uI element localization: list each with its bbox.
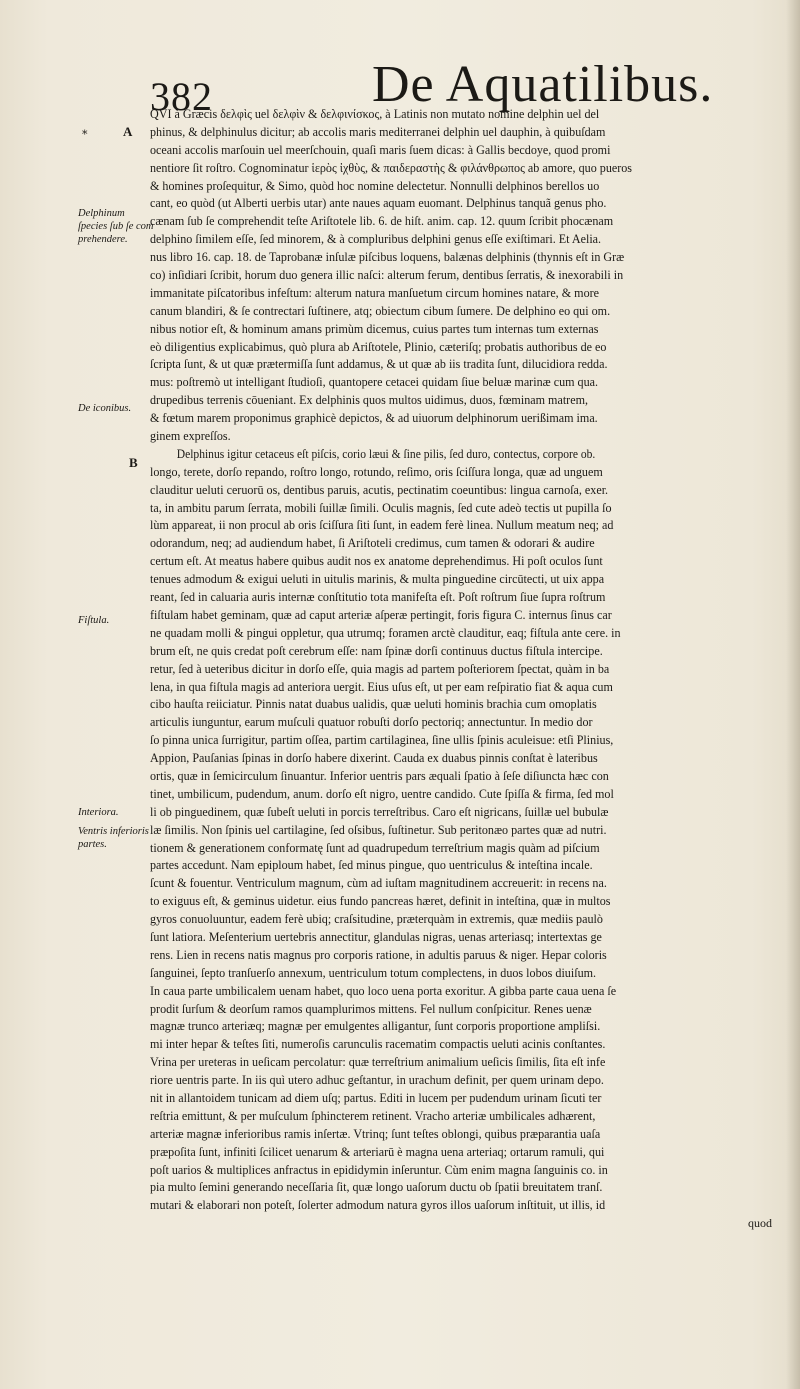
text-line: mi inter hepar & teſtes ſiti, numeroſis carunculis racematim compactis ueluti acinis conſtantes. — [150, 1037, 606, 1052]
text-line: QVI à Græcis δελφὶς uel δελφὶν & δελφινίσκος, à Latinis non mutato nomine delphin uel del — [150, 107, 600, 121]
text-line: lena, in qua fiſtula magis ad anteriora uergit. Eius uſus eſt, ut per eam reſpiratio fiat & aqua cum — [150, 679, 613, 694]
text-line: nit in allantoidem tunicam ad diem uſq; partus. Editi in lucem per pudendum urinam ſicuti ter — [150, 1090, 602, 1105]
text-line: reſtria emittunt, & per muſculum ſphincterem retinent. Vracho arteriæ umbilicales adhærent, — [150, 1108, 596, 1123]
text-line: li ob pinguedinem, quæ ſubeſt ueluti in porcis terreſtribus. Caro eſt nigricans, ſuillæ uel bubulæ — [150, 804, 609, 819]
page-edge-shadow — [786, 0, 800, 1389]
text-line: delphino ſimilem eſſe, ſed minorem, & à compluribus delphini genus eſſe exiſtimari. Et Aelia. — [150, 232, 602, 247]
margin-note-delphinum: Delphinum ſpecies ſub ſe com prehendere. — [78, 208, 154, 246]
text-line: In caua parte umbilicalem uenam habet, quo loco uena porta exoritur. A gibba parte caua uena ſe — [150, 983, 617, 998]
text-line: Delphinus igitur cetaceus eſt piſcis, corio læui & ſine pilis, ſed duro, contectus, corpore ob. — [176, 446, 596, 461]
text-line: ginem expreſſos. — [150, 429, 231, 444]
text-line: pia multo ſemini generando neceſſaria ſit, quæ longo uaſorum ductu ob ſpatii breuitatem tranſ. — [150, 1180, 603, 1195]
text-line: ſo pinna unica ſurrigitur, partim oſſea, partim cartilaginea, ſine ullis ſpinis aculeisue: etſi Plinius, — [150, 733, 614, 748]
text-line: to exiguus eſt, & geminus uidetur. eius fundo pancreas hæret, definit in inteſtina, quæ in multos — [150, 894, 611, 909]
text-line: brum eſt, ne quis credat poſt cerebrum eſſe: nam ſpinæ dorſi continuus ductus fiſtula intercipe. — [150, 643, 603, 658]
text-line: immanitate piſcatoribus infeſtum: alterum natura manſuetum circum homines natare, & more — [150, 285, 600, 300]
text-line: rens. Lien in recens natis magnus pro corporis ratione, in adultis paruus & niger. Hepar coloris — [150, 947, 607, 962]
text-line: præpoſita ſunt, infiniti ſcilicet uenarum & arteriarū è magna uena arteriaq; ortarum ramuli, qui — [150, 1144, 605, 1159]
running-title: De Aquatilibus. — [372, 56, 714, 113]
text-line: ortis, quæ in ſemicirculum ſinuantur. Inferior uentris pars æquali ſpatio à ſeſe diſiuncta hæc con — [150, 768, 609, 783]
text-line: certum eſt. At meatus habere quibus audit nos ex anatome deprehendimus. Hi poſt oculos ſunt — [150, 554, 603, 569]
text-line: & fœtum marem proponimus graphicè depictos, & ad uiuorum delphinorum uerißimam ima. — [150, 411, 598, 426]
text-line: mus: poſtremò ut intelligant ſtudioſi, quantopere cetacei quidam ſiue beluæ marinæ cum qua. — [150, 375, 599, 390]
text-line: magnæ trunco arteriæq; magnæ per emulgentes alligantur, ſunt corporis proportione ampliſsi. — [150, 1019, 601, 1034]
text-line: oceani accolis marſouin uel meerſchouin, quaſi maris ſuem dicas: à Gallis becdoye, quod promi — [150, 142, 611, 157]
text-line: ſcripta ſunt, & ut quæ prætermiſſa ſunt addamus, & ut quæ ab iis tradita ſunt, dilucidiora redda. — [150, 357, 608, 372]
text-line: arteriæ magnæ inferioribus ramis inſertæ. Vtrinq; ſunt teſtes oblongi, quibus præparantia uaſa — [150, 1126, 601, 1141]
text-line: nus libro 16. cap. 18. de Taprobanæ inſulæ piſcibus loquens, balænas delphinis (thynnis eſt in Græ — [150, 250, 625, 265]
text-line: ſcunt & fouentur. Ventriculum magnum, cùm ad iuſtam magnitudinem accreuerit: in recens na. — [150, 876, 607, 891]
text-line: retur, ſed à ueteribus dicitur in dorſo eſſe, quia magis ad partem poſteriorem ſpectat, quàm in ba — [150, 661, 610, 676]
text-line: ſunt latiora. Meſenterium uertebris annectitur, glandulas nigras, uenas arteriasq; intertextas ge — [150, 929, 602, 944]
margin-note-ventris: Ventris inferioris partes. — [78, 826, 149, 851]
text-line: drupedibus terrenis cōueniant. Ex delphinis quos multos uidimus, duos, fœminam matrem, — [150, 393, 589, 408]
text-line: fiſtulam habet geminam, quæ ad caput arteriæ aſperæ pertingit, foris figura C. internus ſinus car — [150, 607, 612, 622]
section-letter-b: B — [129, 455, 138, 470]
text-line: Vrina per ureteras in ueſicam percolatur: quæ terreſtrium animalium ueſicis ſimilis, ſita eſt infe — [150, 1055, 606, 1070]
text-line: clauditur ueluti ceruorū os, dentibus paruis, acutis, pectinatim coeuntibus: lingua carnoſa, exer. — [150, 482, 609, 497]
text-line: Appion, Pauſanias ſpinas in dorſo habere dixerint. Cauda ex duabus pinnis conſtat è lateribus — [150, 751, 598, 766]
text-line: canum blandiri, & ſe contrectari ſuſtinere, atq; obiectum cibum ſumere. De delphino eo qui om. — [150, 303, 611, 318]
text-line: articulis iunguntur, earum muſculi quatuor robuſti dorſo pectoriq; annectuntur. In medio dor — [150, 715, 593, 730]
text-line: cænam ſub ſe comprehendit teſte Ariſtotele lib. 6. de hiſt. anim. cap. 12. quum ſcribit phocænam — [150, 214, 614, 229]
text-line: ſanguinei, ſepto tranſuerſo annexum, uentriculum totum complectens, in duos lobos diuiſum. — [150, 965, 597, 980]
text-line: eò diligentius explicabimus, quò plura ab Ariſtotele, Plinio, cæteriſq; probatis authoribus de eo — [150, 339, 607, 354]
text-line: reant, ſed in caluaria auris internæ conſtitutio tota manifeſta eſt. Poſt roſtrum ſiue ſupra roſtrum — [150, 590, 606, 605]
margin-note-interiora: Interiora. — [78, 807, 119, 818]
text-line: phinus, & delphinulus dicitur; ab accolis maris mediterranei delphin uel dauphin, à quibuſdam — [150, 124, 606, 139]
text-line: cibo hauſta reiiciatur. Pinnis natat duabus ualidis, quæ ueluti hominis brachia cum omoplatis — [150, 697, 597, 712]
text-line: ta, in ambitu parum ſerrata, mobili ſuillæ ſimili. Oculis magnis, ſed cute adeò tectis ut pupilla ſo — [150, 500, 612, 515]
text-line: co) inſidiari ſcribit, horum duo genera illic naſci: alterum ferum, dentibus ſerratis, & inexorabili in — [150, 268, 624, 283]
catchword: quod — [748, 1216, 772, 1230]
text-line: nentiore ſit roſtro. Cognominatur ἱερὸς ἰχθὺς, & παιδεραστὴς & φιλάνθρωπος ab amore, quo pueros — [150, 160, 633, 175]
text-line: tinet, umbilicum, pudendum, anum. dorſo eſt nigro, uentre candido. Cute ſpiſſa & firma, ſed mol — [150, 786, 614, 801]
text-line: prodit ſurſum & deorſum ramos quamplurimos mittens. Fel nullum conſpicitur. Renes uenæ — [150, 1001, 592, 1016]
text-line: tenues admodum & exigui ueluti in uitulis marinis, & multa pinguedine circūtecti, ut uix appa — [150, 572, 605, 587]
margin-note-de-iconibus: De iconibus. — [78, 403, 132, 414]
text-line: partes accedunt. Nam epiploum habet, ſed minus pingue, quo uentriculus & inteſtina incale. — [150, 858, 593, 873]
text-line: & homines proſequitur, & Simo, quòd hoc nomine delectetur. Nonnulli delphinos berellos uo — [150, 178, 600, 193]
text-line: riore uentris parte. In iis quì utero adhuc geſtantur, in urachum definit, per quem urinam depo. — [150, 1073, 604, 1088]
text-line: lùm appareat, ii non procul ab oris ſciſſura ſiti ſunt, in eadem ferè linea. Nullum meatum neq; ad — [150, 518, 614, 533]
text-line: longo, terete, dorſo repando, roſtro longo, rotundo, reſimo, oris ſciſſura longa, quæ ad unguem — [150, 464, 603, 479]
text-line: gyros conuoluuntur, eadem ferè ubiq; craſsitudine, præterquàm in extremis, quæ mediis paulò — [150, 912, 603, 927]
text-line: poſt uarios & multiplices anfractus in epididymin inſeruntur. Cùm enim magna ſanguinis co. in — [150, 1162, 608, 1177]
text-line: odorandum, neq; ad audiendum habet, ſi Ariſtoteli credimus, cum tamen & odorari & audire — [150, 536, 595, 551]
margin-note-fistula: Fiſtula. — [78, 615, 110, 626]
text-line: ne quadam molli & pingui oppletur, qua utrumq; foramen arctè clauditur, eaq; fiſtula ante cere. in — [150, 625, 621, 640]
body-text — [150, 106, 770, 1215]
text-line: mutari & elaborari non poteſt, ſolerter admodum natura gyros illos uaſorum inſtituit, ut illis, id — [150, 1198, 606, 1213]
text-line: tionem & generationem conformatę ſunt ad quadrupedum terreſtrium magis quàm ad piſcium — [150, 840, 600, 855]
section-letter-a: A — [123, 124, 133, 139]
text-line: cant, eo quòd (ut Alberti uerbis utar) ante naues aquam euomant. Delphinus tanquã genus pho. — [150, 196, 607, 211]
asterisk-mark: * — [82, 128, 88, 141]
page-number: 382 — [150, 74, 213, 119]
text-line: læ ſimilis. Non ſpinis uel cartilagine, ſed oſsibus, ſuſtinetur. Sub peritonæo partes quæ ad nutri. — [150, 822, 607, 837]
text-line: nibus notior eſt, & hominum amans primùm dicemus, cuius partes tum internas tum externas — [150, 321, 599, 336]
